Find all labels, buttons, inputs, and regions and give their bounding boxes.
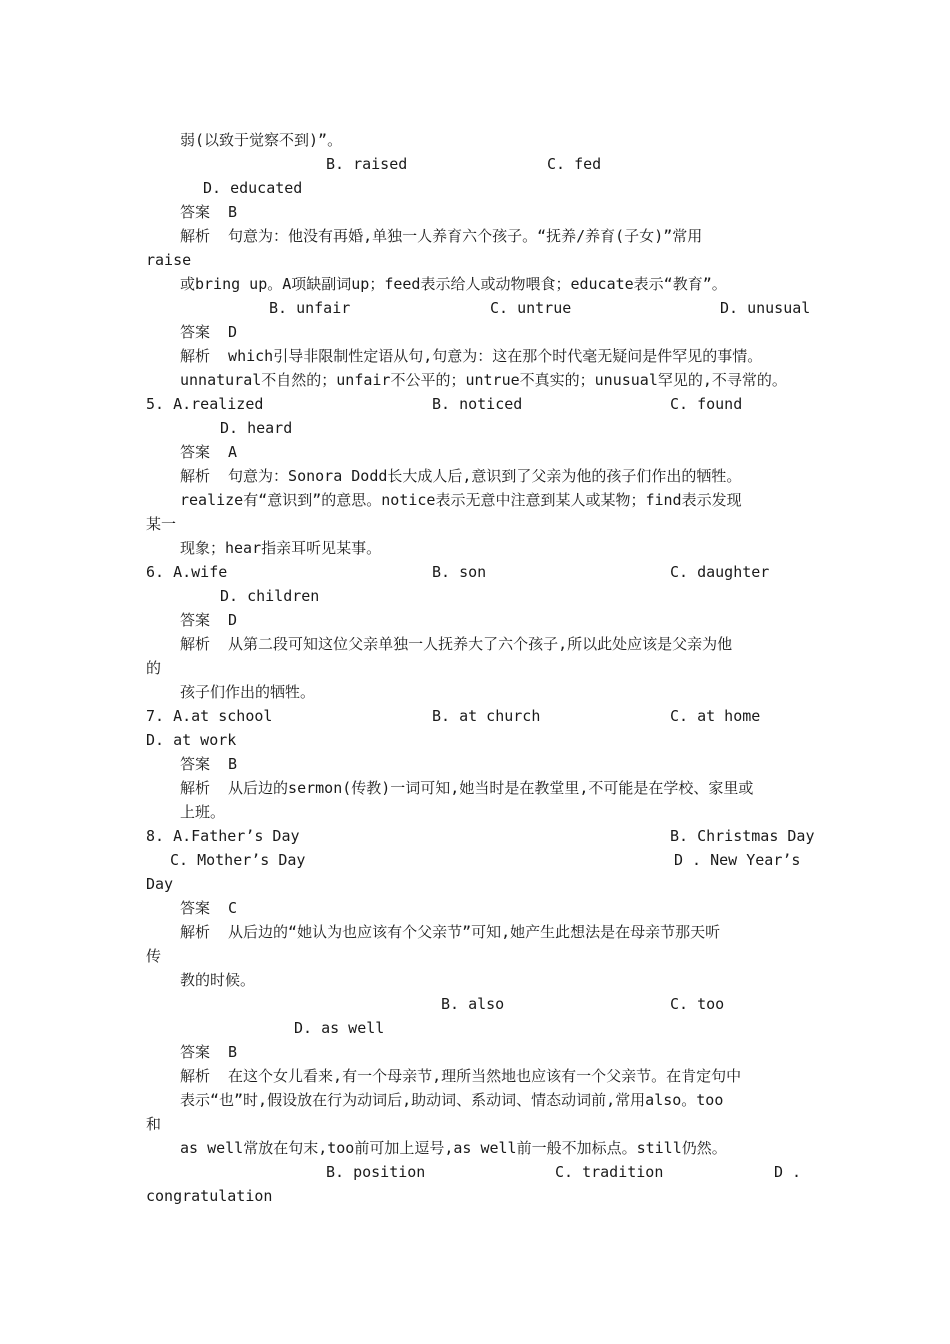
option-d: D. unusual [720,299,811,317]
option-d: D . [774,1163,802,1181]
text-line: 某一 [146,515,177,533]
text-line: 弱(以致于觉察不到)”。 [180,131,343,149]
option-c: C. tradition [555,1163,664,1181]
question-8-option-a: 8. A.Father’s Day [146,827,300,845]
text-line: realize有“意识到”的意思。notice表示无意中注意到某人或某物；find表示发现 [180,491,742,509]
text-line: raise [146,251,192,269]
text-line: 的 [146,659,162,677]
analysis-line: 解析 从第二段可知这位父亲单独一人抚养大了六个孩子,所以此处应该是父亲为他 [180,635,733,653]
answer-line: 答案 D [180,323,238,341]
analysis-line: 解析 在这个女儿看来,有一个母亲节,理所当然地也应该有一个父亲节。在肯定句中 [180,1067,742,1085]
analysis-line: 解析 which引导非限制性定语从句,句意为：这在那个时代毫无疑问是件罕见的事情。 [180,347,763,365]
answer-line: 答案 B [180,755,238,773]
analysis-line: 解析 从后边的sermon(传教)一词可知,她当时是在教堂里,不可能是在学校、家里或 [180,779,754,797]
question-6-option-a: 6. A.wife [146,563,228,581]
option-b: B. also [441,995,505,1013]
text-line: as well常放在句末,too前可加上逗号,as well前一般不加标点。still仍然。 [180,1139,727,1157]
text-line: 教的时候。 [180,971,256,989]
analysis-line: 解析 从后边的“她认为也应该有个父亲节”可知,她产生此想法是在母亲节那天听 [180,923,721,941]
analysis-line: 解析 句意为：Sonora Dodd长大成人后,意识到了父亲为他的孩子们作出的牺牲。 [180,467,742,485]
text-line: 上班。 [180,803,226,821]
text-line: congratulation [146,1187,273,1205]
answer-line: 答案 D [180,611,238,629]
answer-line: 答案 A [180,443,238,461]
option-b: B. position [326,1163,426,1181]
option-b: B. raised [326,155,408,173]
question-5-option-c: C. found [670,395,743,413]
question-5-option-a: 5. A.realized [146,395,264,413]
question-7-option-d: D. at work [146,731,237,749]
question-6-option-b: B. son [432,563,487,581]
option-c: C. untrue [490,299,572,317]
option-b: B. unfair [269,299,351,317]
question-7-option-b: B. at church [432,707,541,725]
text-line: 表示“也”时,假设放在行为动词后,助动词、系动词、情态动词前,常用also。too [180,1091,724,1109]
question-6-option-c: C. daughter [670,563,770,581]
option-d: D. as well [294,1019,385,1037]
text-line: 和 [146,1115,162,1133]
question-5-option-b: B. noticed [432,395,523,413]
answer-line: 答案 B [180,1043,238,1061]
analysis-line: 解析 句意为：他没有再婚,单独一人养育六个孩子。“抚养/养育(子女)”常用 [180,227,703,245]
question-6-option-d: D. children [220,587,320,605]
text-line: Day [146,875,174,893]
question-8-option-b: B. Christmas Day [670,827,815,845]
text-line: 孩子们作出的牺牲。 [180,683,316,701]
option-c: C. fed [547,155,602,173]
question-5-option-d: D. heard [220,419,293,437]
text-line: 传 [146,947,162,965]
text-line: 或bring up。A项缺副词up；feed表示给人或动物喂食；educate表示“教育”。 [180,275,727,293]
question-8-option-d: D . New Year’s [674,851,801,869]
question-7-option-a: 7. A.at school [146,707,273,725]
option-c: C. too [670,995,725,1013]
option-d: D. educated [203,179,303,197]
text-line: 现象；hear指亲耳听见某事。 [180,539,382,557]
answer-line: 答案 B [180,203,238,221]
text-line: unnatural不自然的；unfair不公平的；untrue不真实的；unusual罕见的,不寻常的。 [180,371,787,389]
question-7-option-c: C. at home [670,707,761,725]
question-8-option-c: C. Mother’s Day [170,851,306,869]
answer-line: 答案 C [180,899,238,917]
